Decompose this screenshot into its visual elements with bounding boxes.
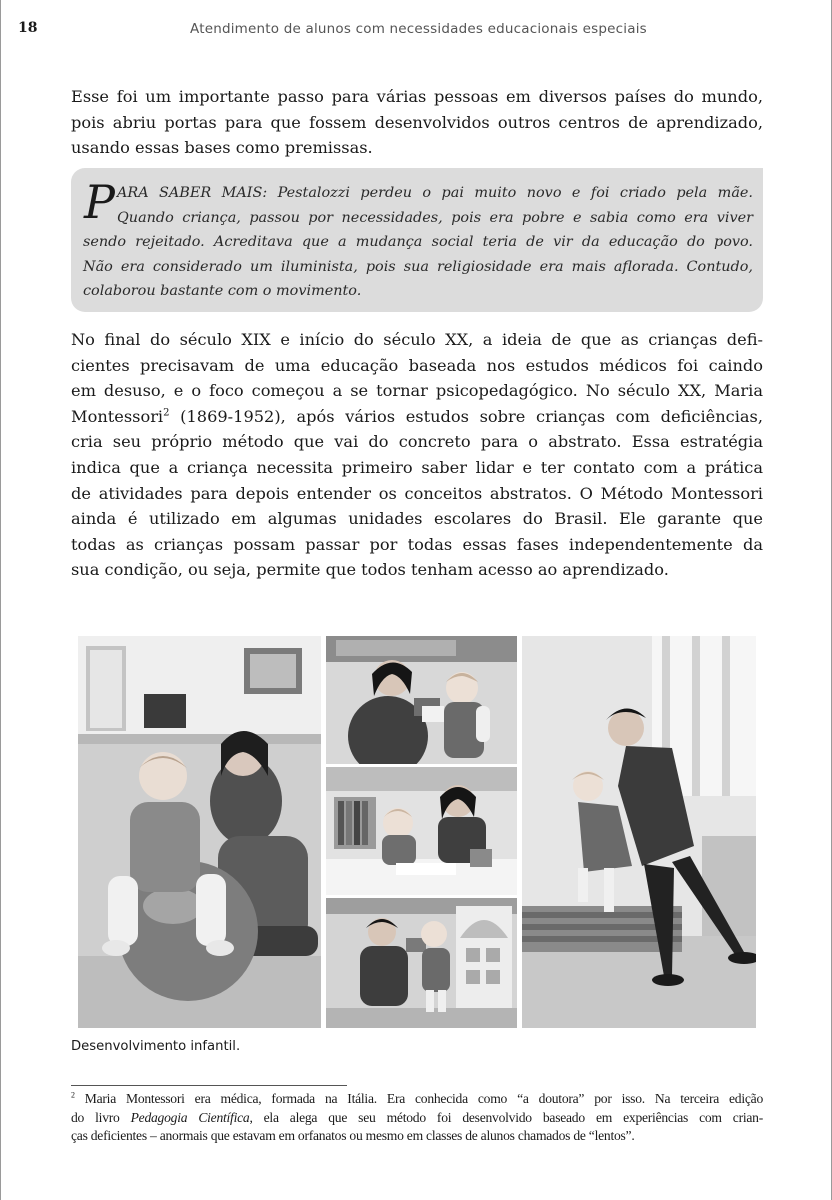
callout-line: ARA SABER MAIS: Pestalozzi perdeu o pai muito novo e foi criado pela mãe.	[117, 185, 753, 201]
text-fragment: (1869-1952), após vários estudos sobre crianças com deficiências,	[169, 406, 763, 426]
text-line: Esse foi um importante passo para várias pessoas em diversos países do mundo,	[71, 87, 763, 106]
running-title: Atendimento de alunos com necessidades educacionais especiais	[190, 21, 647, 37]
photo-card-activity	[326, 636, 517, 764]
text-line: todas as crianças possam passar por todas essas fases independentemente da	[71, 534, 763, 554]
page-edge-left	[0, 0, 1, 1200]
footnote-divider	[71, 1085, 347, 1086]
text-fragment: do livro	[71, 1109, 131, 1125]
text-line: de atividades para depois entender os conceitos abstratos. O Método Montessori	[71, 483, 763, 503]
text-line: cria seu próprio método que vai do concreto para o abstrato. Essa estratégia	[71, 432, 763, 452]
photo-collage	[78, 636, 756, 1028]
text-line: ainda é utilizado em algumas unidades escolares do Brasil. Ele garante que	[71, 509, 763, 529]
text-line: usando essas bases como premissas.	[71, 138, 373, 158]
text-fragment: Maria Montessori era médica, formada na Itália. Era conhecida como “a doutora” por isso. Na terceira edição	[84, 1091, 763, 1106]
footnote-line	[71, 1109, 763, 1128]
callout-line: Quando criança, passou por necessidades, pois era pobre e sabia como era viver	[117, 209, 753, 226]
text-line	[71, 404, 763, 430]
text-line: indica que a criança necessita primeiro saber lidar e ter contato com a prática	[71, 457, 763, 477]
paragraph-montessori	[71, 327, 763, 583]
paragraph-intro	[71, 84, 763, 161]
photo-drawing-activity	[326, 767, 517, 895]
footnote-reference[interactable]: 2	[163, 407, 170, 419]
footnote-line	[71, 1090, 763, 1109]
text-line: pois abriu portas para que fossem desenvolvidos outros centros de aprendizado,	[71, 112, 763, 132]
text-fragment: , ela alega que seu método foi desenvolvido baseado em experiências com crian-	[249, 1109, 763, 1125]
footnote-line: ças deficientes – anormais que estavam em orfanatos ou mesmo em classes de alunos chamados de “lentos”.	[71, 1128, 635, 1143]
page-number: 18	[18, 20, 38, 36]
callout-line: colaborou bastante com o movimento.	[83, 283, 362, 299]
text-line: em desuso, e o foco começou a se tornar psicopedagógico. No século XX, Maria	[71, 381, 763, 401]
footnote-marker: 2	[71, 1090, 75, 1100]
callout-line: Não era considerado um iluminista, pois sua religiosidade era mais aflorada. Contudo,	[83, 258, 753, 275]
photo-stepping-exercise	[522, 636, 756, 1028]
photo-toy-house	[326, 898, 517, 1028]
text-fragment: Montessori	[71, 406, 164, 426]
text-line: cientes precisavam de uma educação baseada nos estudos médicos foi caindo	[71, 355, 763, 375]
text-line: No final do século XIX e início do século XX, a ideia de que as crianças defi-	[71, 330, 763, 349]
figure-caption: Desenvolvimento infantil.	[71, 1039, 241, 1054]
book-title: Pedagogia Científica	[130, 1109, 250, 1125]
text-line: sua condição, ou seja, permite que todos tenham acesso ao aprendizado.	[71, 560, 669, 580]
footnote	[71, 1090, 763, 1146]
photo-child-on-ball	[78, 636, 321, 1028]
callout-text	[83, 175, 753, 304]
callout-line: sendo rejeitado. Acreditava que a mudança social teria de vir da educação do povo.	[83, 234, 753, 250]
callout-dropcap: P	[84, 175, 115, 229]
